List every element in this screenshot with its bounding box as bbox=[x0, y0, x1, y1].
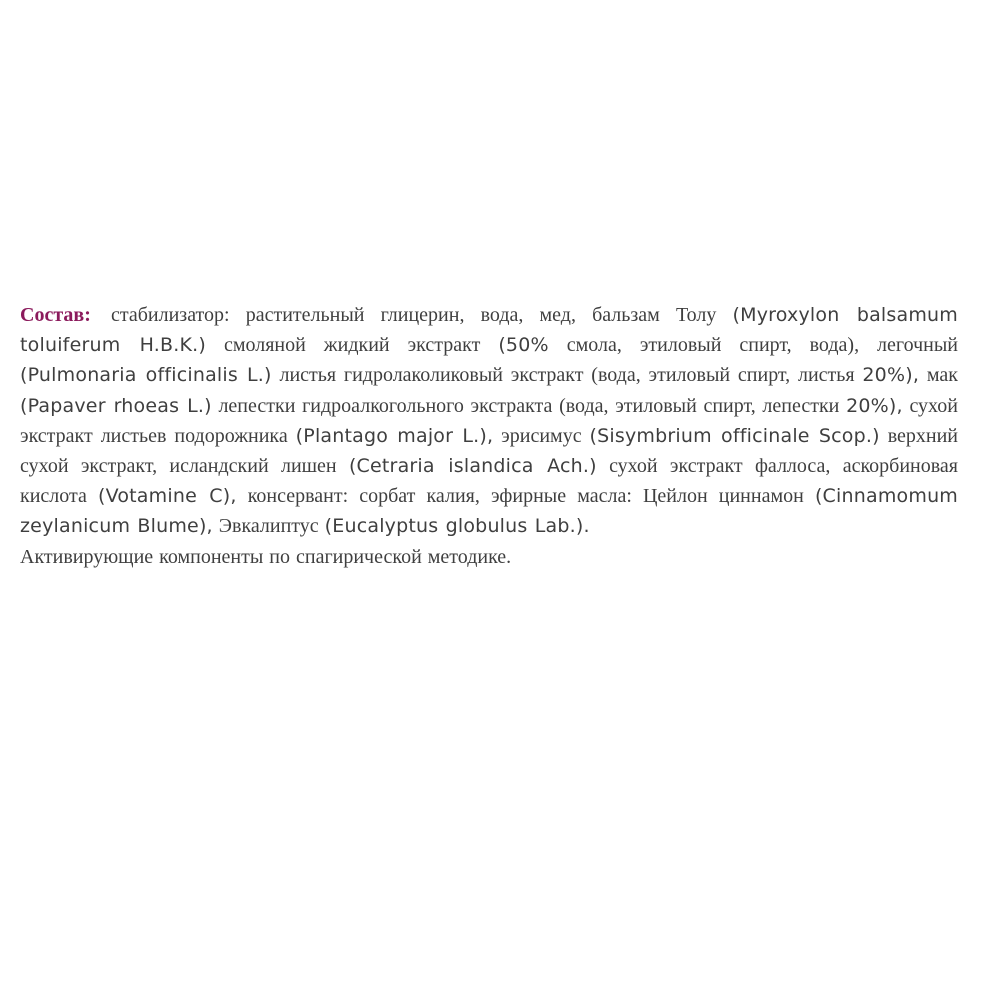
composition-paragraph bbox=[20, 300, 958, 572]
composition-label: Состав: bbox=[20, 304, 91, 326]
composition-last-line: Активирующие компоненты по спагирической методике. bbox=[20, 545, 512, 568]
composition-body: стабилизатор: растительный глицерин, вода, мед, бальзам Толу (Myroxylon balsamum toluiferum H.B.K.) смоляной жидкий экстракт (50% смола, этиловый спирт, вода), легочный (Pulmonaria officinalis L.) листья гидролаколиковый экстракт (вода, этиловый спирт, листья 20%), мак (Papaver rhoeas L.) лепестки гидроалкогольного экстракта (вода, этиловый спирт, лепестки 20%), сухой экстракт листьев подорожника (Plantago major L.), эрисимус (Sisymbrium officinale Scop.) верхний сухой экстракт, исландский лишен (Cetraria islandica Ach.) сухой экстракт фаллоса, аскорбиновая кислота (Votamine C), консервант: сорбат калия, эфирные масла: Цейлон циннамон (Cinnamomum zeylanicum Blume), Эвкалиптус (Eucalyptus globulus Lab.). bbox=[20, 304, 959, 538]
